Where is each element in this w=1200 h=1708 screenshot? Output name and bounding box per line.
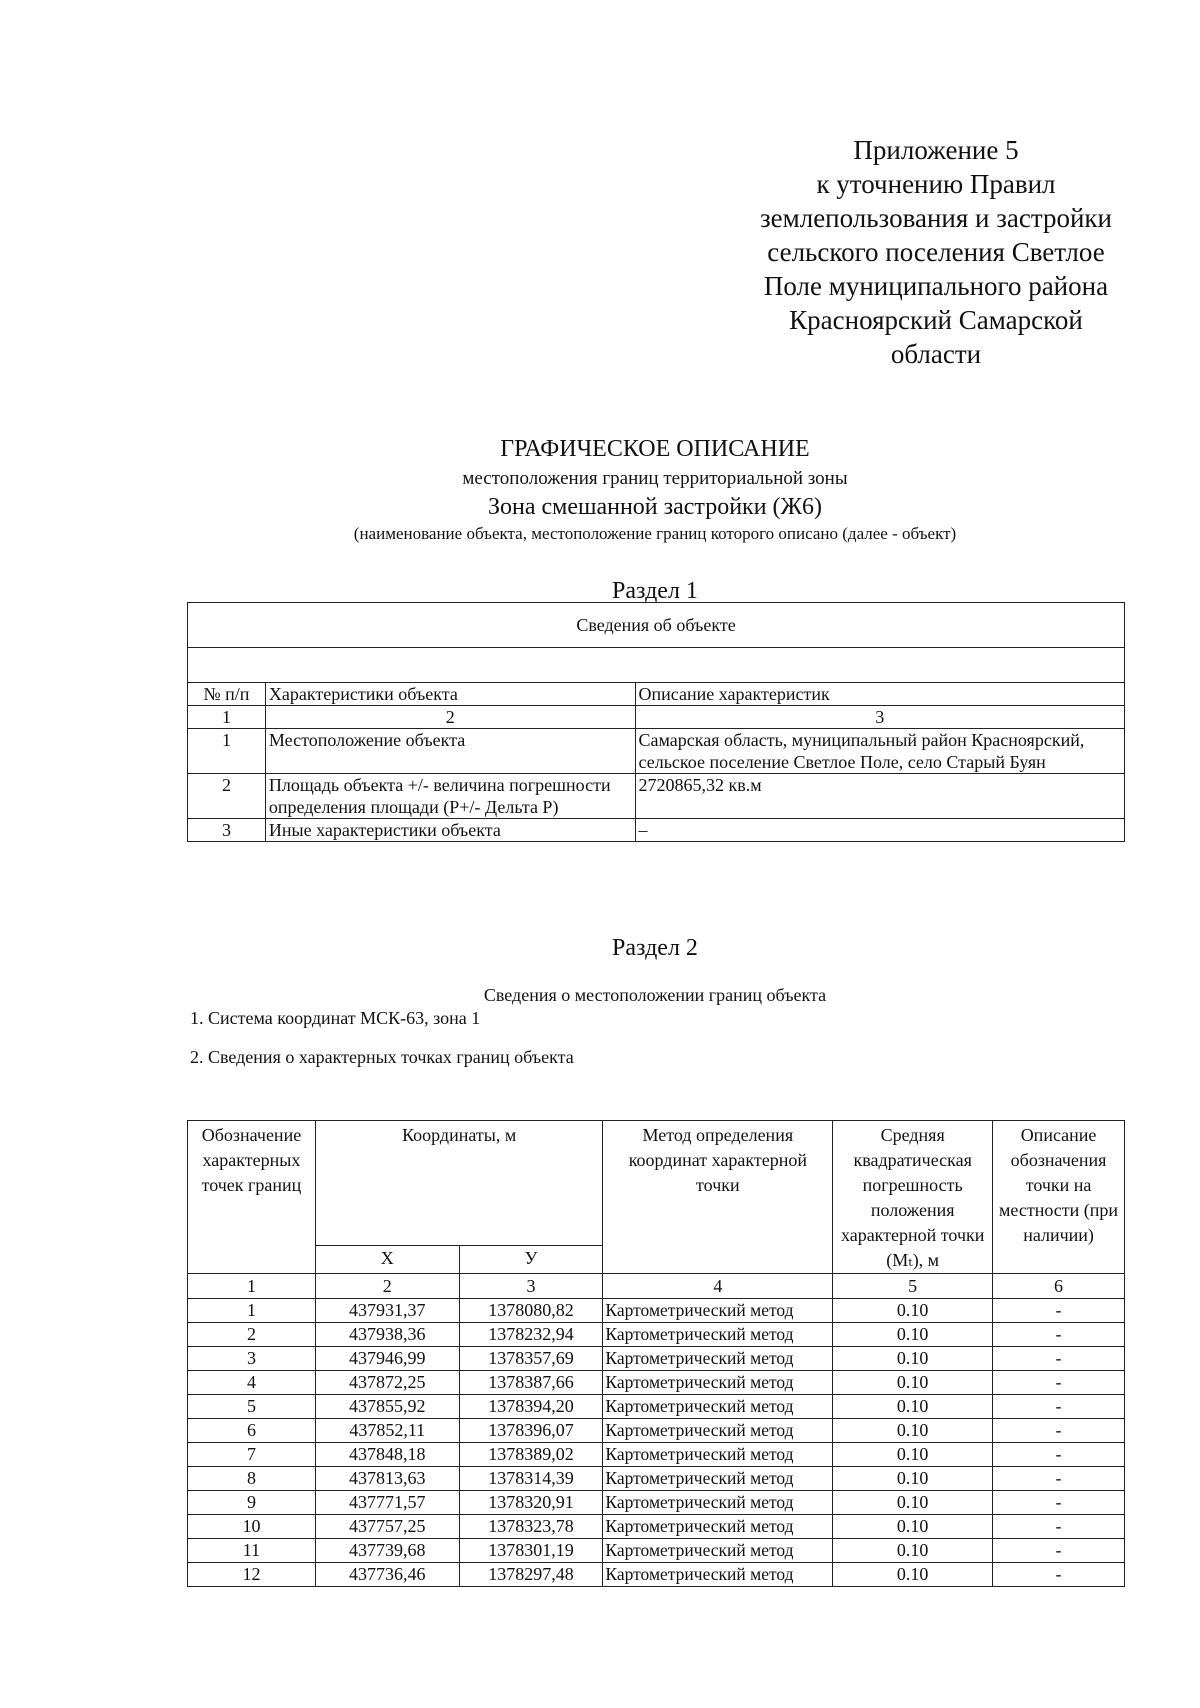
y-coordinate: 1378301,19 (459, 1539, 603, 1563)
error-cell: 0.10 (833, 1443, 993, 1467)
column-number: 3 (635, 706, 1124, 729)
table-row (188, 774, 1125, 819)
description-cell: - (993, 1299, 1125, 1323)
column-number: 1 (188, 1274, 316, 1299)
x-coordinate: 437872,25 (315, 1371, 459, 1395)
table-row (188, 1515, 1125, 1539)
y-coordinate: 1378297,48 (459, 1563, 603, 1587)
appendix-line: землепользования и застройки (759, 203, 1112, 233)
y-coordinate: 1378323,78 (459, 1515, 603, 1539)
table-row (188, 1443, 1125, 1467)
y-coordinate: 1378314,39 (459, 1467, 603, 1491)
method-cell: Картометрический метод (603, 1299, 833, 1323)
object-info-table (187, 602, 1125, 842)
row-number: 3 (188, 819, 266, 842)
x-coordinate: 437736,46 (315, 1563, 459, 1587)
characteristic-value: – (635, 819, 1124, 842)
table-row (188, 1419, 1125, 1443)
column-number: 2 (265, 706, 635, 729)
description-cell: - (993, 1443, 1125, 1467)
column-number: 3 (459, 1274, 603, 1299)
method-cell: Картометрический метод (603, 1371, 833, 1395)
appendix-line: Поле муниципального района (763, 271, 1109, 301)
point-number: 10 (188, 1515, 316, 1539)
row-number: 1 (188, 729, 266, 774)
description-cell: - (993, 1491, 1125, 1515)
x-coordinate: 437931,37 (315, 1299, 459, 1323)
description-cell: - (993, 1395, 1125, 1419)
table-row (188, 1539, 1125, 1563)
y-coordinate: 1378080,82 (459, 1299, 603, 1323)
y-coordinate: 1378320,91 (459, 1491, 603, 1515)
error-cell: 0.10 (833, 1467, 993, 1491)
point-number: 6 (188, 1419, 316, 1443)
point-header: Обозначение характерных точек границ (188, 1121, 316, 1274)
point-number: 5 (188, 1395, 316, 1419)
description-cell: - (993, 1419, 1125, 1443)
characteristic-value: Самарская область, муниципальный район Красноярский, сельское поселение Светлое Поле, село Старый Буян (635, 729, 1124, 774)
characteristic-name: Местоположение объекта (265, 729, 635, 774)
column-number: 4 (603, 1274, 833, 1299)
method-cell: Картометрический метод (603, 1563, 833, 1587)
x-coordinate: 437739,68 (315, 1539, 459, 1563)
description-cell: - (993, 1539, 1125, 1563)
method-cell: Картометрический метод (603, 1347, 833, 1371)
appendix-line: Красноярский Самарской (789, 305, 1083, 335)
description-cell: - (993, 1467, 1125, 1491)
description-cell: - (993, 1515, 1125, 1539)
point-number: 7 (188, 1443, 316, 1467)
method-cell: Картометрический метод (603, 1395, 833, 1419)
points-title: 2. Сведения о характерных точках границ объекта (190, 1047, 574, 1067)
characteristic-value: 2720865,32 кв.м (635, 774, 1124, 819)
method-header: Метод определения координат характерной точки (603, 1121, 833, 1274)
x-coordinate: 437946,99 (315, 1347, 459, 1371)
appendix-line: Приложение 5 (853, 135, 1019, 165)
description-cell: - (993, 1371, 1125, 1395)
point-number: 3 (188, 1347, 316, 1371)
error-cell: 0.10 (833, 1395, 993, 1419)
y-coordinate: 1378396,07 (459, 1419, 603, 1443)
y-coordinate: 1378232,94 (459, 1323, 603, 1347)
error-cell: 0.10 (833, 1347, 993, 1371)
x-header: X (315, 1246, 459, 1274)
description-cell: - (993, 1563, 1125, 1587)
coordinate-system: 1. Система координат МСК-63, зона 1 (190, 1008, 481, 1028)
document-title: ГРАФИЧЕСКОЕ ОПИСАНИЕ (500, 436, 810, 462)
description-cell: - (993, 1323, 1125, 1347)
error-cell: 0.10 (833, 1515, 993, 1539)
zone-name: Зона смешанной застройки (Ж6) (487, 494, 823, 520)
table-row (188, 1563, 1125, 1587)
table-row (188, 1467, 1125, 1491)
section2-title: Раздел 2 (612, 935, 698, 961)
characteristic-name: Иные характеристики объекта (265, 819, 635, 842)
description-header: Описание обозначения точки на местности (при наличии) (993, 1121, 1125, 1274)
blank-row (188, 648, 1125, 683)
table-row (188, 1347, 1125, 1371)
column-number: 5 (833, 1274, 993, 1299)
column-number: 1 (188, 706, 266, 729)
x-coordinate: 437852,11 (315, 1419, 459, 1443)
characteristic-name: Площадь объекта +/- величина погрешности определения площади (P+/- Дельта P) (265, 774, 635, 819)
error-header: Средняя квадратическая погрешность положения характерной точки (Mₜ), м (833, 1121, 993, 1274)
x-coordinate: 437848,18 (315, 1443, 459, 1467)
table-row (188, 819, 1125, 842)
y-coordinate: 1378387,66 (459, 1371, 603, 1395)
table-row (188, 1395, 1125, 1419)
boundary-points-table (187, 1120, 1125, 1587)
point-number: 1 (188, 1299, 316, 1323)
appendix-line: к уточнению Правил (816, 169, 1056, 199)
x-coordinate: 437855,92 (315, 1395, 459, 1419)
table-row (188, 1491, 1125, 1515)
method-cell: Картометрический метод (603, 1467, 833, 1491)
error-cell: 0.10 (833, 1323, 993, 1347)
section1-title: Раздел 1 (612, 578, 698, 604)
row-number: 2 (188, 774, 266, 819)
appendix-line: области (890, 339, 982, 369)
description-cell: - (993, 1347, 1125, 1371)
y-header: У (459, 1246, 603, 1274)
error-cell: 0.10 (833, 1419, 993, 1443)
object-info-table-title: Сведения об объекте (188, 603, 1125, 648)
table-row (188, 1323, 1125, 1347)
point-number: 8 (188, 1467, 316, 1491)
method-cell: Картометрический метод (603, 1323, 833, 1347)
error-cell: 0.10 (833, 1299, 993, 1323)
column-header: № п/п (188, 683, 266, 706)
method-cell: Картометрический метод (603, 1419, 833, 1443)
y-coordinate: 1378357,69 (459, 1347, 603, 1371)
column-header: Описание характеристик (635, 683, 1124, 706)
appendix-line: сельского поселения Светлое (767, 237, 1105, 267)
error-cell: 0.10 (833, 1371, 993, 1395)
x-coordinate: 437938,36 (315, 1323, 459, 1347)
error-cell: 0.10 (833, 1563, 993, 1587)
table-row (188, 1371, 1125, 1395)
method-cell: Картометрический метод (603, 1539, 833, 1563)
column-header: Характеристики объекта (265, 683, 635, 706)
y-coordinate: 1378389,02 (459, 1443, 603, 1467)
error-cell: 0.10 (833, 1539, 993, 1563)
x-coordinate: 437771,57 (315, 1491, 459, 1515)
y-coordinate: 1378394,20 (459, 1395, 603, 1419)
point-number: 2 (188, 1323, 316, 1347)
appendix-heading (740, 133, 1132, 371)
point-number: 12 (188, 1563, 316, 1587)
x-coordinate: 437813,63 (315, 1467, 459, 1491)
method-cell: Картометрический метод (603, 1515, 833, 1539)
x-coordinate: 437757,25 (315, 1515, 459, 1539)
table-row (188, 729, 1125, 774)
point-number: 11 (188, 1539, 316, 1563)
column-number: 2 (315, 1274, 459, 1299)
table-row (188, 1299, 1125, 1323)
zone-name-note: (наименование объекта, местоположение границ которого описано (далее - объект) (353, 524, 957, 543)
error-cell: 0.10 (833, 1491, 993, 1515)
method-cell: Картометрический метод (603, 1443, 833, 1467)
document-subtitle: местоположения границ территориальной зоны (462, 468, 848, 489)
point-number: 9 (188, 1491, 316, 1515)
method-cell: Картометрический метод (603, 1491, 833, 1515)
boundary-info-title: Сведения о местоположении границ объекта (483, 985, 827, 1005)
column-number: 6 (993, 1274, 1125, 1299)
coords-header: Координаты, м (315, 1121, 603, 1246)
point-number: 4 (188, 1371, 316, 1395)
